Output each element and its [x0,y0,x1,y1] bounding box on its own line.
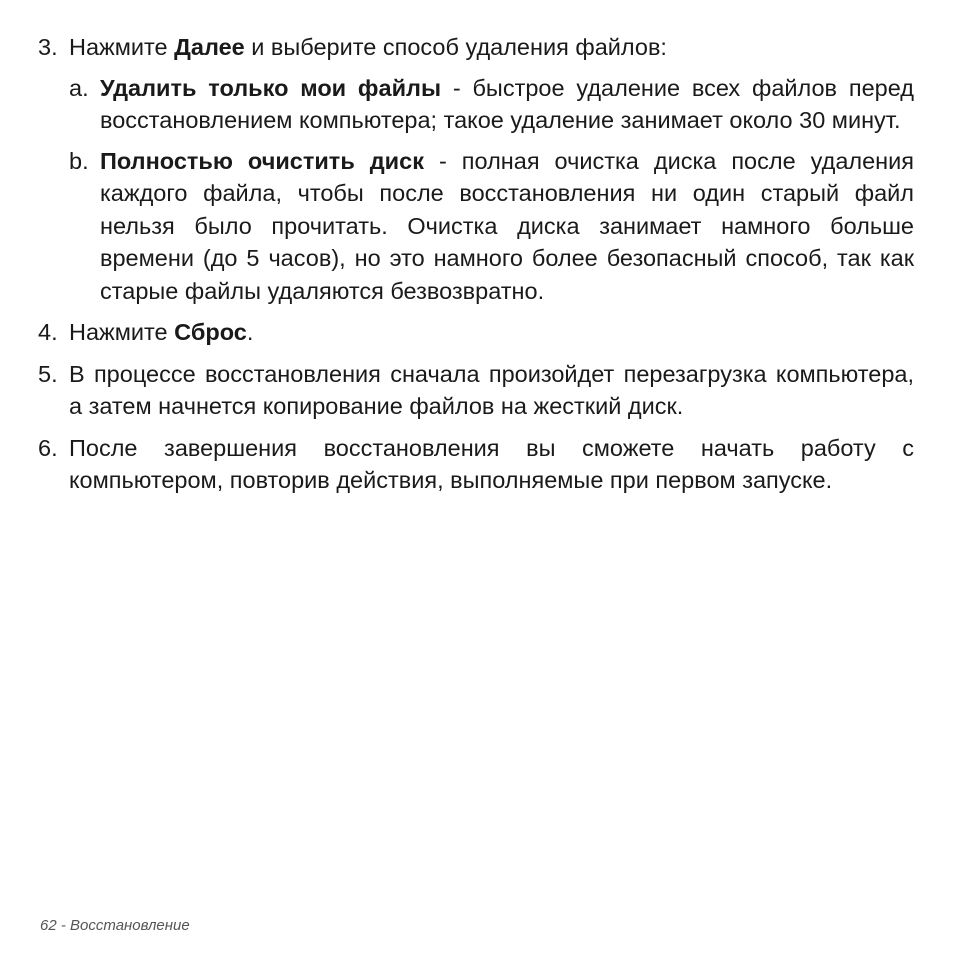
reset-button-ref: Сброс [174,319,247,345]
step-number: 5. [38,360,58,387]
substep-letter: a. [69,74,89,101]
step-text-post: . [246,319,254,345]
substep-a [69,72,914,137]
step-content [69,31,914,307]
option-clean-drive: Полностью очистить диск [100,147,424,174]
step-content: После завершения восстановления вы сможете начать работу с компьютером, повторив действия, выполняемые при первом запуске. [69,434,914,493]
substep-letter: b. [69,147,89,174]
step-4 [38,316,914,349]
step-number: 3. [38,34,58,60]
next-button-ref: Далее [174,34,245,60]
substep-content [100,145,914,308]
step-3 [38,31,914,307]
step-6 [38,432,914,497]
option-description: - быстрое удаление всех файлов перед восстановлением компьютера; такое удаление занимает около 30 минут. [100,74,914,133]
option-remove-my-files: Удалить только мои файлы [100,74,442,101]
step-content [69,316,914,349]
substep-b [69,145,914,308]
step-5 [38,358,914,423]
step-text-post: и выберите способ удаления файлов: [244,34,667,60]
option-description: - полная очистка диска после удаления каждого файла, чтобы после восстановления ни один старый файл нельзя было прочитать. Очистка диска занимает намного больше времени (до 5 часов), но это намного более безопасный способ, так как старые файлы удаляются безвозвратно. [100,147,915,304]
step-text-pre: Нажмите [69,34,175,60]
substep-content [100,72,914,137]
step-number: 4. [38,319,58,345]
page-footer: 62 - Восстановление [40,917,190,934]
step-content: В процессе восстановления сначала произойдет перезагрузка компьютера, а затем начнется копирование файлов на жесткий диск. [69,360,914,419]
document-body [38,31,914,506]
step-text-pre: Нажмите [69,319,175,345]
step-number: 6. [38,434,58,461]
